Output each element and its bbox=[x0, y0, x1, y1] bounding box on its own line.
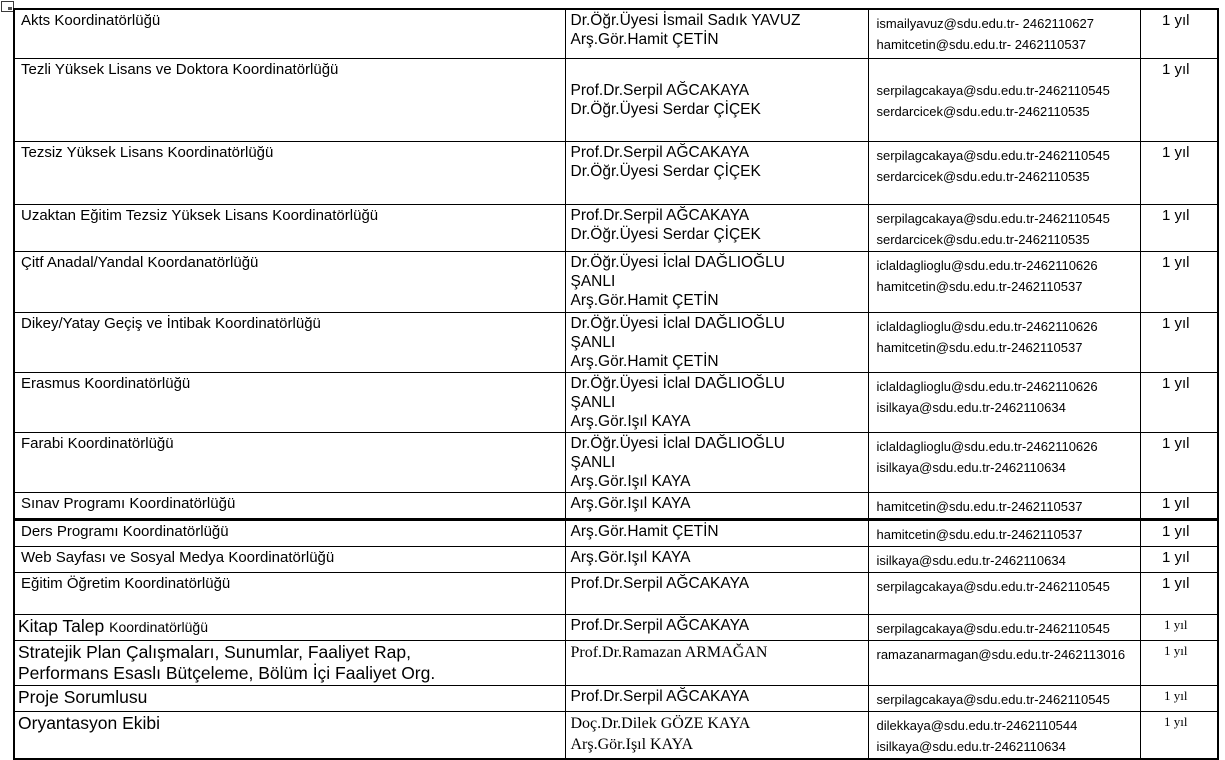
text-line: Erasmus Koordinatörlüğü bbox=[21, 374, 191, 392]
text-line: serpilagcakaya@sdu.edu.tr-2462110545 bbox=[876, 210, 1110, 226]
text-line: Uzaktan Eğitim Tezsiz Yüksek Lisans Koordinatörlüğü bbox=[21, 206, 379, 224]
text-line: iclaldaglioglu@sdu.edu.tr-2462110626 bbox=[876, 318, 1098, 334]
coordinatorship-cell bbox=[14, 372, 565, 432]
coordinatorship-cell bbox=[14, 312, 565, 372]
text-line: Arş.Gör.Işıl KAYA bbox=[570, 412, 691, 430]
text-line: Dr.Öğr.Üyesi Serdar ÇİÇEK bbox=[570, 225, 761, 243]
contact-emails-cell bbox=[868, 546, 1140, 572]
table-row bbox=[14, 141, 1218, 204]
term-cell: 1 yıl bbox=[1140, 204, 1218, 251]
coordinatorship-cell bbox=[14, 572, 565, 614]
text-line: iclaldaglioglu@sdu.edu.tr-2462110626 bbox=[876, 378, 1098, 394]
term-cell: 1 yıl bbox=[1140, 685, 1218, 711]
text-line: Arş.Gör.Işıl KAYA bbox=[570, 472, 691, 490]
table-row bbox=[14, 372, 1218, 432]
contact-emails-cell bbox=[868, 58, 1140, 141]
text-line: Dr.Öğr.Üyesi İsmail Sadık YAVUZ bbox=[570, 12, 801, 29]
coordinatorship-table bbox=[13, 8, 1219, 760]
text-line: serpilagcakaya@sdu.edu.tr-2462110545 bbox=[876, 147, 1110, 163]
text-line: Dr.Öğr.Üyesi Serdar ÇİÇEK bbox=[570, 162, 761, 180]
text-line: Doç.Dr.Dilek GÖZE KAYA bbox=[570, 714, 751, 732]
text-line: serdarcicek@sdu.edu.tr-2462110535 bbox=[876, 168, 1090, 184]
contact-emails-cell bbox=[868, 251, 1140, 312]
text-line: Prof.Dr.Serpil AĞCAKAYA bbox=[570, 616, 750, 634]
text-line: ramazanarmagan@sdu.edu.tr-2462113016 bbox=[876, 646, 1126, 662]
text-line: Arş.Gör.Işıl KAYA bbox=[570, 548, 691, 566]
table-row bbox=[14, 640, 1218, 685]
term-cell: 1 yıl bbox=[1140, 141, 1218, 204]
text-line: Prof.Dr.Serpil AĞCAKAYA bbox=[570, 206, 750, 224]
text-line: iclaldaglioglu@sdu.edu.tr-2462110626 bbox=[876, 257, 1098, 273]
text-line: Arş.Gör.Hamit ÇETİN bbox=[570, 522, 719, 540]
assignees-cell bbox=[565, 572, 868, 614]
text-line: serdarcicek@sdu.edu.tr-2462110535 bbox=[876, 231, 1090, 247]
term-cell: 1 yıl bbox=[1140, 519, 1218, 546]
table-row bbox=[14, 519, 1218, 546]
table-row bbox=[14, 251, 1218, 312]
term-cell: 1 yıl bbox=[1140, 492, 1218, 519]
table-row bbox=[14, 546, 1218, 572]
assignees-cell bbox=[565, 312, 868, 372]
coordinatorship-cell bbox=[14, 685, 565, 711]
coordinatorship-cell bbox=[14, 492, 565, 519]
table-row bbox=[14, 685, 1218, 711]
assignees-cell bbox=[565, 519, 868, 546]
text-line: Oryantasyon Ekibi bbox=[18, 712, 161, 733]
term-cell: 1 yıl bbox=[1140, 9, 1218, 58]
text-line: Arş.Gör.Hamit ÇETİN bbox=[570, 352, 719, 370]
term-cell: 1 yıl bbox=[1140, 711, 1218, 759]
assignees-cell bbox=[565, 685, 868, 711]
contact-emails-cell bbox=[868, 372, 1140, 432]
assignees-cell bbox=[565, 614, 868, 640]
text-line: Ders Programı Koordinatörlüğü bbox=[21, 522, 229, 540]
text-line: Dikey/Yatay Geçiş ve İntibak Koordinatörlüğü bbox=[21, 314, 321, 332]
text-line: Arş.Gör.Hamit ÇETİN bbox=[570, 291, 719, 309]
term-cell: 1 yıl bbox=[1140, 432, 1218, 492]
text-line: serpilagcakaya@sdu.edu.tr-2462110545 bbox=[876, 620, 1110, 636]
text-line: hamitcetin@sdu.edu.tr-2462110537 bbox=[876, 339, 1083, 355]
text-line: Dr.Öğr.Üyesi İclal DAĞLIOĞLU bbox=[570, 314, 785, 332]
term-cell: 1 yıl bbox=[1140, 546, 1218, 572]
coordinatorship-cell bbox=[14, 519, 565, 546]
table-row bbox=[14, 492, 1218, 519]
text-line: hamitcetin@sdu.edu.tr- 2462110537 bbox=[876, 37, 1087, 52]
text-line: hamitcetin@sdu.edu.tr-2462110537 bbox=[876, 526, 1083, 542]
text-line: Prof.Dr.Serpil AĞCAKAYA bbox=[570, 81, 750, 99]
term-cell: 1 yıl bbox=[1140, 372, 1218, 432]
coordinatorship-cell bbox=[14, 204, 565, 251]
text-line: Sınav Programı Koordinatörlüğü bbox=[21, 494, 236, 512]
assignees-cell bbox=[565, 640, 868, 685]
text-line: Çitf Anadal/Yandal Koordanatörlüğü bbox=[21, 253, 259, 271]
text-line: Dr.Öğr.Üyesi İclal DAĞLIOĞLU bbox=[570, 434, 785, 452]
text-line: Prof.Dr.Ramazan ARMAĞAN bbox=[570, 643, 768, 661]
text-line: ŞANLI bbox=[570, 453, 616, 471]
contact-emails-cell bbox=[868, 519, 1140, 546]
contact-emails-cell bbox=[868, 312, 1140, 372]
text-line: Farabi Koordinatörlüğü bbox=[21, 434, 174, 452]
text-line: ŞANLI bbox=[570, 393, 616, 411]
term-cell: 1 yıl bbox=[1140, 58, 1218, 141]
coordinatorship-cell bbox=[14, 640, 565, 685]
text-line: isilkaya@sdu.edu.tr-2462110634 bbox=[876, 552, 1066, 568]
text-line: ŞANLI bbox=[570, 272, 616, 290]
text-line: serpilagcakaya@sdu.edu.tr-2462110545 bbox=[876, 578, 1110, 594]
table-row bbox=[14, 432, 1218, 492]
text-line: isilkaya@sdu.edu.tr-2462110634 bbox=[876, 399, 1066, 415]
contact-emails-cell bbox=[868, 711, 1140, 759]
text-line: isilkaya@sdu.edu.tr-2462110634 bbox=[876, 459, 1066, 475]
table-row bbox=[14, 572, 1218, 614]
contact-emails-cell bbox=[868, 9, 1140, 58]
coordinatorship-cell bbox=[14, 432, 565, 492]
table-body bbox=[14, 9, 1218, 759]
coordinatorship-cell bbox=[14, 58, 565, 141]
contact-emails-cell bbox=[868, 572, 1140, 614]
contact-emails-cell bbox=[868, 204, 1140, 251]
text-line: hamitcetin@sdu.edu.tr-2462110537 bbox=[876, 278, 1083, 294]
assignees-cell bbox=[565, 204, 868, 251]
assignees-cell bbox=[565, 141, 868, 204]
table-row bbox=[14, 58, 1218, 141]
coordinatorship-title-suffix: Koordinatörlüğü bbox=[109, 618, 208, 635]
term-cell: 1 yıl bbox=[1140, 572, 1218, 614]
contact-emails-cell bbox=[868, 141, 1140, 204]
assignees-cell bbox=[565, 251, 868, 312]
contact-emails-cell bbox=[868, 685, 1140, 711]
assignees-cell bbox=[565, 9, 868, 58]
term-cell: 1 yıl bbox=[1140, 640, 1218, 685]
text-line: Performans Esaslı Bütçeleme, Bölüm İçi Faaliyet Org. bbox=[18, 662, 436, 683]
table-row bbox=[14, 614, 1218, 640]
text-line: serdarcicek@sdu.edu.tr-2462110535 bbox=[876, 103, 1090, 119]
text-line: Dr.Öğr.Üyesi Serdar ÇİÇEK bbox=[570, 100, 761, 118]
coordinatorship-cell bbox=[14, 141, 565, 204]
text-line: dilekkaya@sdu.edu.tr-2462110544 bbox=[876, 717, 1078, 733]
text-line: Dr.Öğr.Üyesi İclal DAĞLIOĞLU bbox=[570, 253, 785, 271]
text-line: ŞANLI bbox=[570, 333, 616, 351]
coordinatorship-cell bbox=[14, 251, 565, 312]
text-line: Akts Koordinatörlüğü bbox=[21, 12, 161, 29]
text-line: Eğitim Öğretim Koordinatörlüğü bbox=[21, 574, 231, 592]
term-cell: 1 yıl bbox=[1140, 251, 1218, 312]
text-line: isilkaya@sdu.edu.tr-2462110634 bbox=[876, 738, 1066, 754]
contact-emails-cell bbox=[868, 492, 1140, 519]
text-line: Prof.Dr.Serpil AĞCAKAYA bbox=[570, 687, 750, 705]
contact-emails-cell bbox=[868, 432, 1140, 492]
text-line: Web Sayfası ve Sosyal Medya Koordinatörlüğü bbox=[21, 548, 335, 566]
text-line: Proje Sorumlusu bbox=[18, 686, 148, 707]
assignees-cell bbox=[565, 58, 868, 141]
assignees-cell bbox=[565, 372, 868, 432]
contact-emails-cell bbox=[868, 614, 1140, 640]
text-line: ismailyavuz@sdu.edu.tr- 2462110627 bbox=[876, 16, 1094, 31]
text-line: Prof.Dr.Serpil AĞCAKAYA bbox=[570, 574, 750, 592]
text-line: serpilagcakaya@sdu.edu.tr-2462110545 bbox=[876, 691, 1110, 707]
assignees-cell bbox=[565, 432, 868, 492]
term-cell: 1 yıl bbox=[1140, 614, 1218, 640]
text-line: Tezsiz Yüksek Lisans Koordinatörlüğü bbox=[21, 143, 274, 161]
coordinatorship-title: Kitap Talep bbox=[18, 615, 110, 636]
text-line: Stratejik Plan Çalışmaları, Sunumlar, Faaliyet Rap, bbox=[18, 641, 411, 662]
coordinatorship-cell bbox=[14, 711, 565, 759]
text-line: iclaldaglioglu@sdu.edu.tr-2462110626 bbox=[876, 438, 1098, 454]
coordinatorship-cell bbox=[14, 546, 565, 572]
assignees-cell bbox=[565, 492, 868, 519]
assignees-cell bbox=[565, 711, 868, 759]
coordinatorship-cell bbox=[14, 614, 565, 640]
text-line: Arş.Gör.Hamit ÇETİN bbox=[570, 31, 719, 48]
table-row bbox=[14, 204, 1218, 251]
table-row bbox=[14, 312, 1218, 372]
table-row bbox=[14, 9, 1218, 58]
coordinatorship-cell bbox=[14, 9, 565, 58]
text-line: serpilagcakaya@sdu.edu.tr-2462110545 bbox=[876, 82, 1110, 98]
text-line: Tezli Yüksek Lisans ve Doktora Koordinatörlüğü bbox=[21, 60, 339, 78]
contact-emails-cell bbox=[868, 640, 1140, 685]
text-line: Arş.Gör.Işıl KAYA bbox=[570, 494, 691, 512]
term-cell: 1 yıl bbox=[1140, 312, 1218, 372]
text-line: Prof.Dr.Serpil AĞCAKAYA bbox=[570, 143, 750, 161]
table-row bbox=[14, 711, 1218, 759]
text-line: Dr.Öğr.Üyesi İclal DAĞLIOĞLU bbox=[570, 374, 785, 392]
text-line: hamitcetin@sdu.edu.tr-2462110537 bbox=[876, 498, 1083, 514]
assignees-cell bbox=[565, 546, 868, 572]
text-line: Arş.Gör.Işıl KAYA bbox=[570, 735, 694, 753]
